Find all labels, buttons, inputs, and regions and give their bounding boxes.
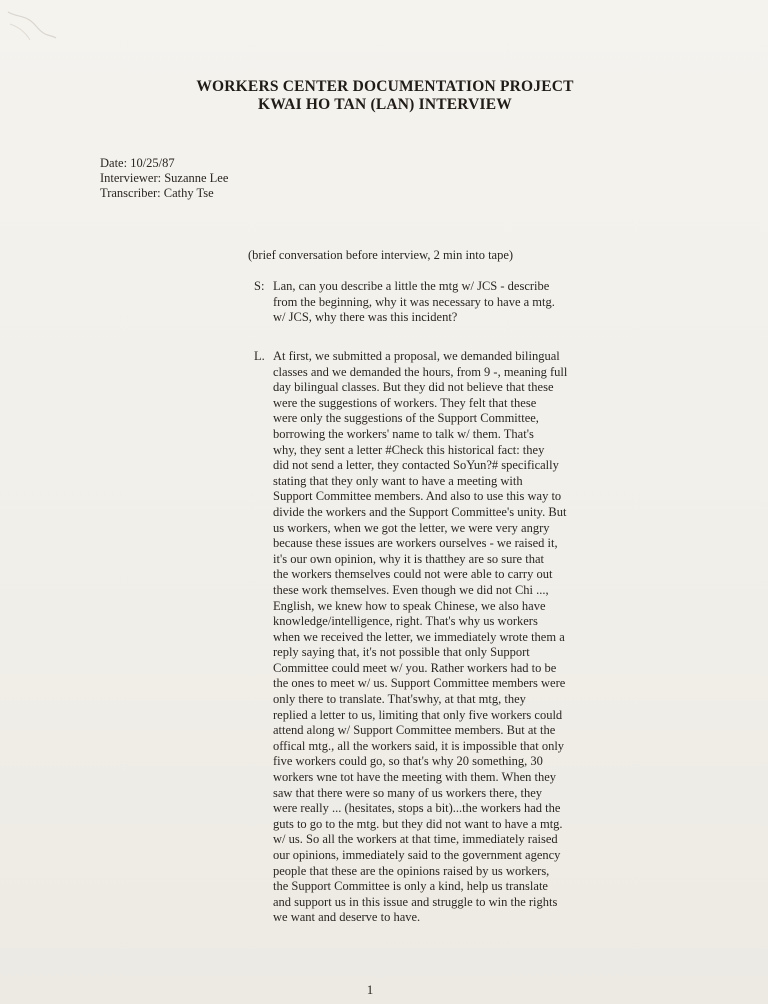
text-line: were only the suggestions of the Support Committee, [273,411,539,426]
text-line: classes and we demanded the hours, from 9 -, meaning full [273,364,568,379]
text-line: our opinions, immediately said to the government agency [273,848,561,862]
text-line: English, we knew how to speak Chinese, we also have [273,598,546,613]
speaker-label: S: [254,279,265,293]
text-line: w/ us. So all the workers at that time, immediately raised [273,832,558,847]
text-line: w/ JCS, why there was this incident? [273,310,458,325]
dialogue-turn-question [254,279,654,326]
text-line: were the suggestions of workers. They felt that these [273,395,537,410]
document-subtitle: KWAI HO TAN (LAN) INTERVIEW [257,96,513,113]
text-line: borrowing the workers' name to talk w/ them. That's [273,426,534,441]
text-line: stating that they only want to have a meeting with [273,473,523,488]
text-line: us workers, when we got the letter, we were very angry [273,520,550,535]
text-line: were really ... (hesitates, stops a bit)...the workers had the [273,801,561,816]
text-line: only there to translate. That'swhy, at that mtg, they [273,692,526,707]
text-line: why, they sent a letter #Check this historical fact: they [273,442,545,457]
text-line: Lan, can you describe a little the mtg w/ JCS - describe [273,279,550,293]
text-line: saw that there were so many of us workers there, they [273,785,543,800]
text-line: Committee could meet w/ you. Rather workers had to be [273,660,557,675]
text-line: the ones to meet w/ us. Support Committee members were [273,676,566,691]
text-line: when we received the letter, we immediately wrote them a [273,629,565,644]
speaker-label: L. [254,349,265,363]
interviewer-line: Interviewer: Suzanne Lee [100,171,229,185]
turn-text [273,279,645,326]
interview-metadata [100,156,228,201]
page-number: 1 [366,982,374,997]
document-title: WORKERS CENTER DOCUMENTATION PROJECT [196,78,574,95]
text-line: reply saying that, it's not possible that only Support [273,645,530,660]
text-line: attend along w/ Support Committee members. But at the [273,723,556,738]
text-line: knowledge/intelligence, right. That's why us workers [273,614,538,629]
dialogue-turn-answer [254,349,654,926]
text-line: replied a letter to us, limiting that only five workers could [273,707,563,722]
paper-corner-mark [6,4,58,44]
text-line: the Support Committee is only a kind, help us translate [273,879,548,894]
text-line: divide the workers and the Support Committee's unity. But [273,504,567,519]
text-line: At first, we submitted a proposal, we demanded bilingual [273,349,560,363]
text-line: because these issues are workers ourselves - we raised it, [273,536,558,551]
text-line: five workers could go, so that's why 20 something, 30 [273,754,543,769]
transcriber-line: Transcriber: Cathy Tse [100,186,214,200]
text-line: these work themselves. Even though we did not Chi ..., [273,582,549,597]
text-line: we want and deserve to have. [273,910,421,925]
text-line: workers wne tot have the meeting with them. When they [273,770,557,785]
text-line: the workers themselves could not were able to carry out [273,567,553,582]
turn-text [273,349,645,926]
text-line: from the beginning, why it was necessary to have a mtg. [273,294,555,309]
text-line: Support Committee members. And also to use this way to [273,489,562,504]
text-line: did not send a letter, they contacted SoYun?# specifically [273,458,559,473]
text-line: people that these are the opinions raised by us workers, [273,863,550,878]
date-line: Date: 10/25/87 [100,156,175,170]
text-line: it's our own opinion, why it is thatthey are so sure that [273,551,544,566]
text-line: guts to go to the mtg. but they did not want to have a mtg. [273,816,563,831]
text-line: offical mtg., all the workers said, it is impossible that only [273,738,565,753]
tape-note: (brief conversation before interview, 2 min into tape) [248,248,514,262]
text-line: and support us in this issue and struggle to win the rights [273,894,558,909]
text-line: day bilingual classes. But they did not believe that these [273,380,554,395]
